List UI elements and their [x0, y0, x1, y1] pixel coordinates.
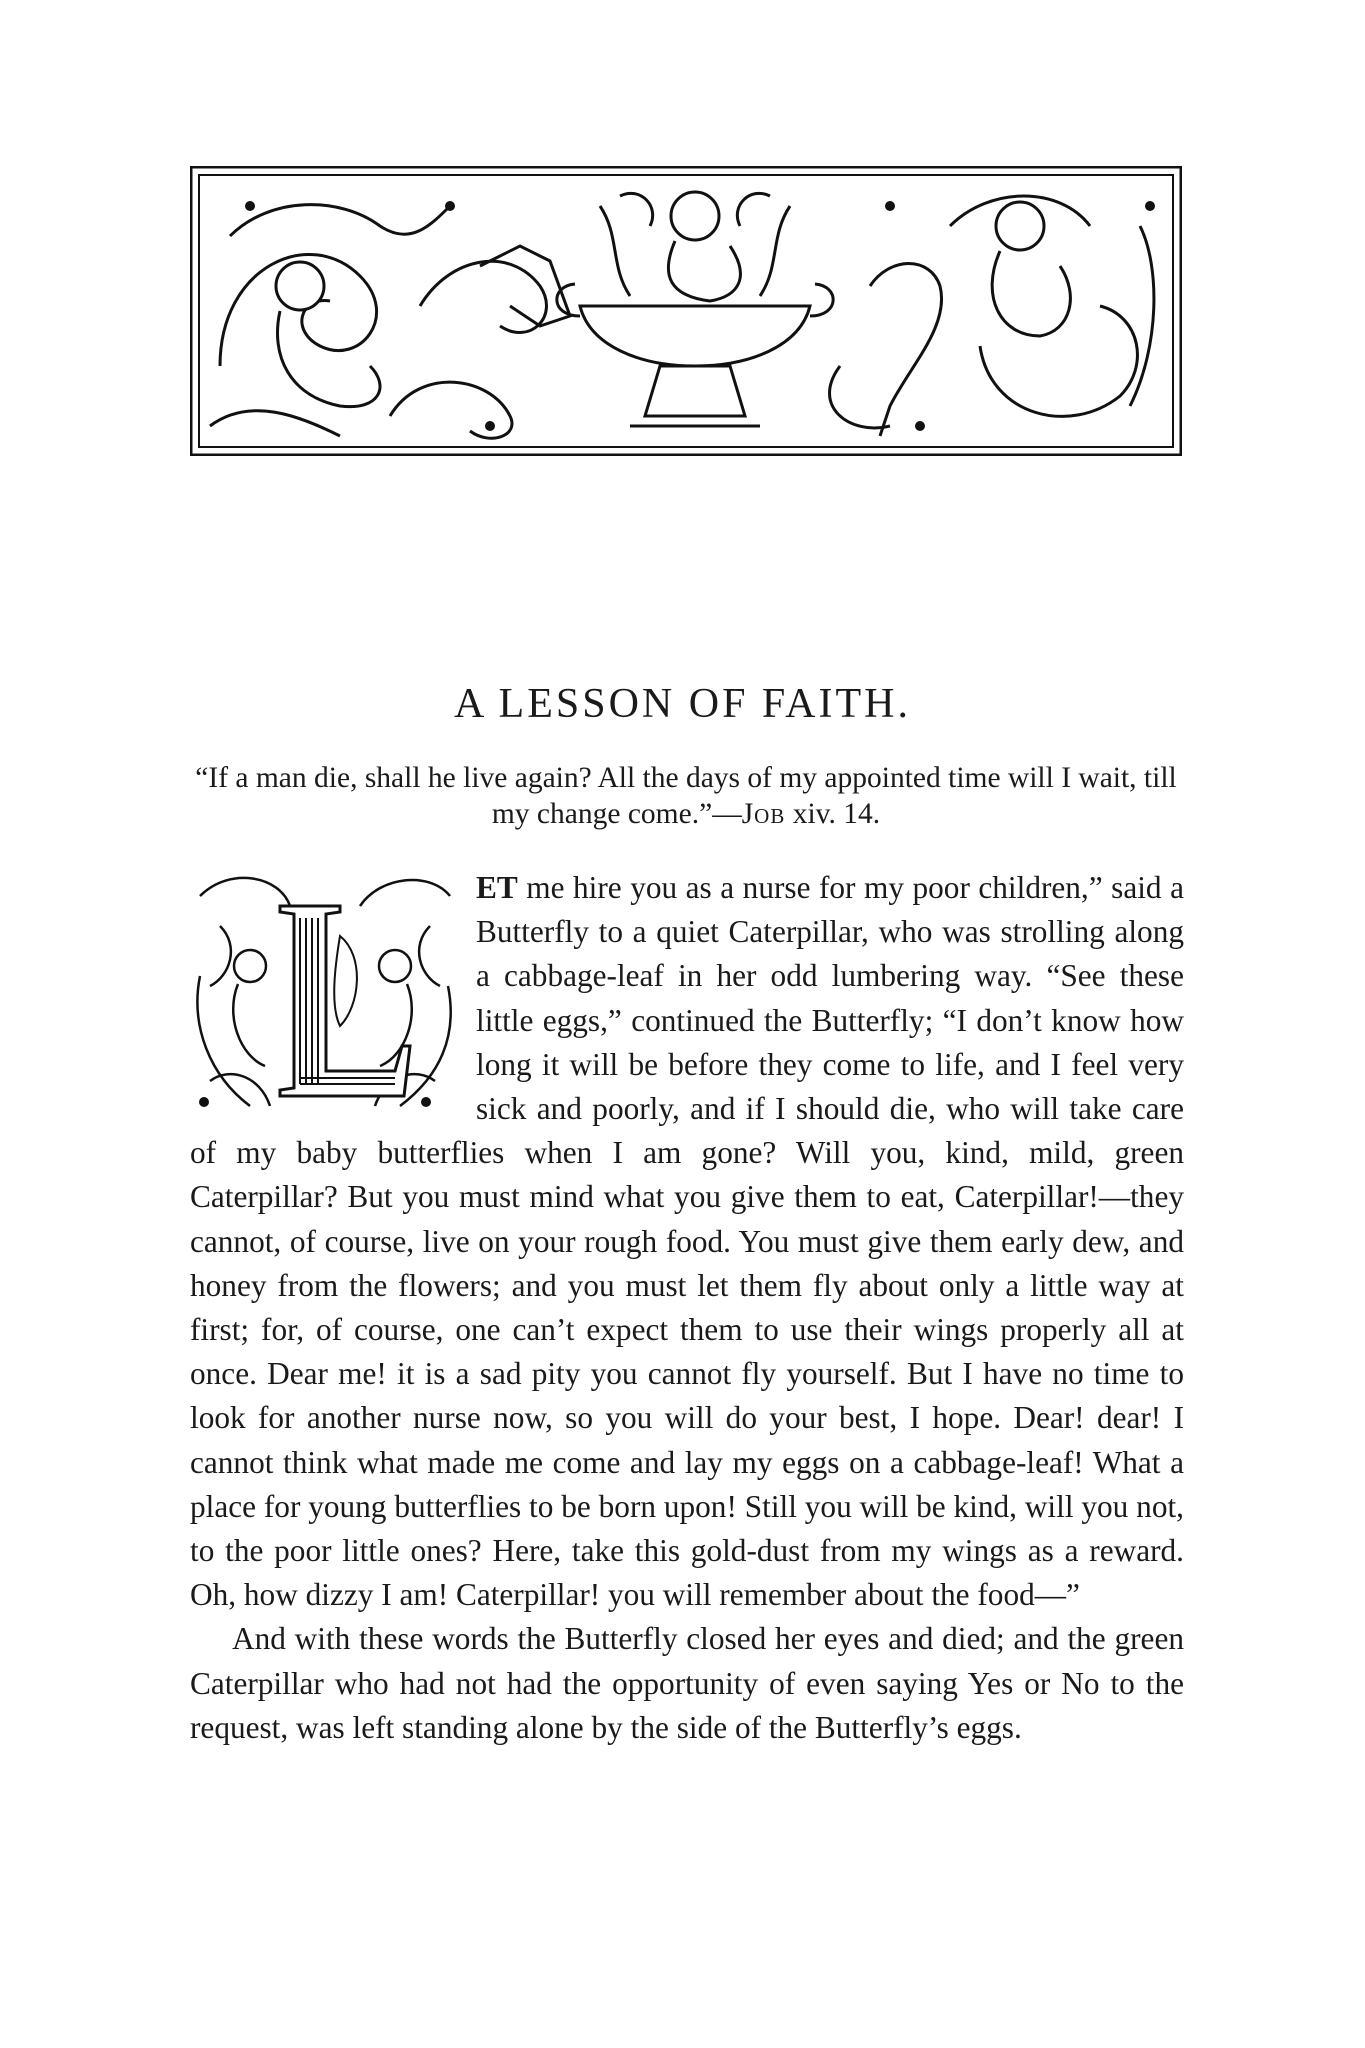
epigraph-source-book: Job — [741, 798, 786, 830]
epigraph-source-ref: xiv. 14. — [785, 798, 881, 830]
dropcap-initial-icon — [190, 866, 458, 1120]
paragraph-2: And with these words the Butterfly closed her eyes and died; and the green Caterpillar who had not had the opportunity of even saying Yes or No to the request, was left standing alone by the side of the Butterfly’s eggs. — [190, 1621, 1184, 1745]
paragraph-1 — [190, 866, 1184, 1617]
epigraph-quote: “If a man die, shall he live again? All the days of my appointed time will I wait, till my change come.”— — [195, 762, 1177, 830]
story-text — [190, 866, 1184, 1750]
epigraph — [190, 760, 1182, 832]
chapter-title: A LESSON OF FAITH. — [454, 681, 911, 727]
dropcap-woodcut — [190, 866, 458, 1120]
headpiece-woodcut — [190, 166, 1182, 456]
paragraph-1-text: me hire you as a nurse for my poor children,” said a Butterfly to a quiet Caterpillar, who was strolling along a cabbage-leaf in her odd lumbering way. “See these little eggs,” continued the Butterfly; “I don’t know how long it will be before they come to life, and I feel very sick and poorly, and if I should die, who will take care of my baby butterflies when I am gone? Will you, kind, mild, green Caterpillar? But you must mind what you give them to eat, Caterpillar!—they cannot, of course, live on your rough food. You must give them early dew, and honey from the flowers; and you must let them fly about only a little way at first; for, of course, one can’t expect them to use their wings properly all at once. Dear me! it is a sad pity you cannot fly yourself. But I have no time to look for another nurse now, so you will do your best, I hope. Dear! dear! I cannot think what made me come and lay my eggs on a cabbage-leaf! What a place for young butterflies to be born upon! Still you will be kind, will you not, to the poor little ones? Here, take this gold-dust from my wings as a reward. Oh, how dizzy I am! Caterpillar! you will remember about the food—” — [190, 870, 1184, 1613]
headpiece-ornament-icon — [190, 166, 1182, 456]
lead-caps: ET — [476, 870, 518, 905]
